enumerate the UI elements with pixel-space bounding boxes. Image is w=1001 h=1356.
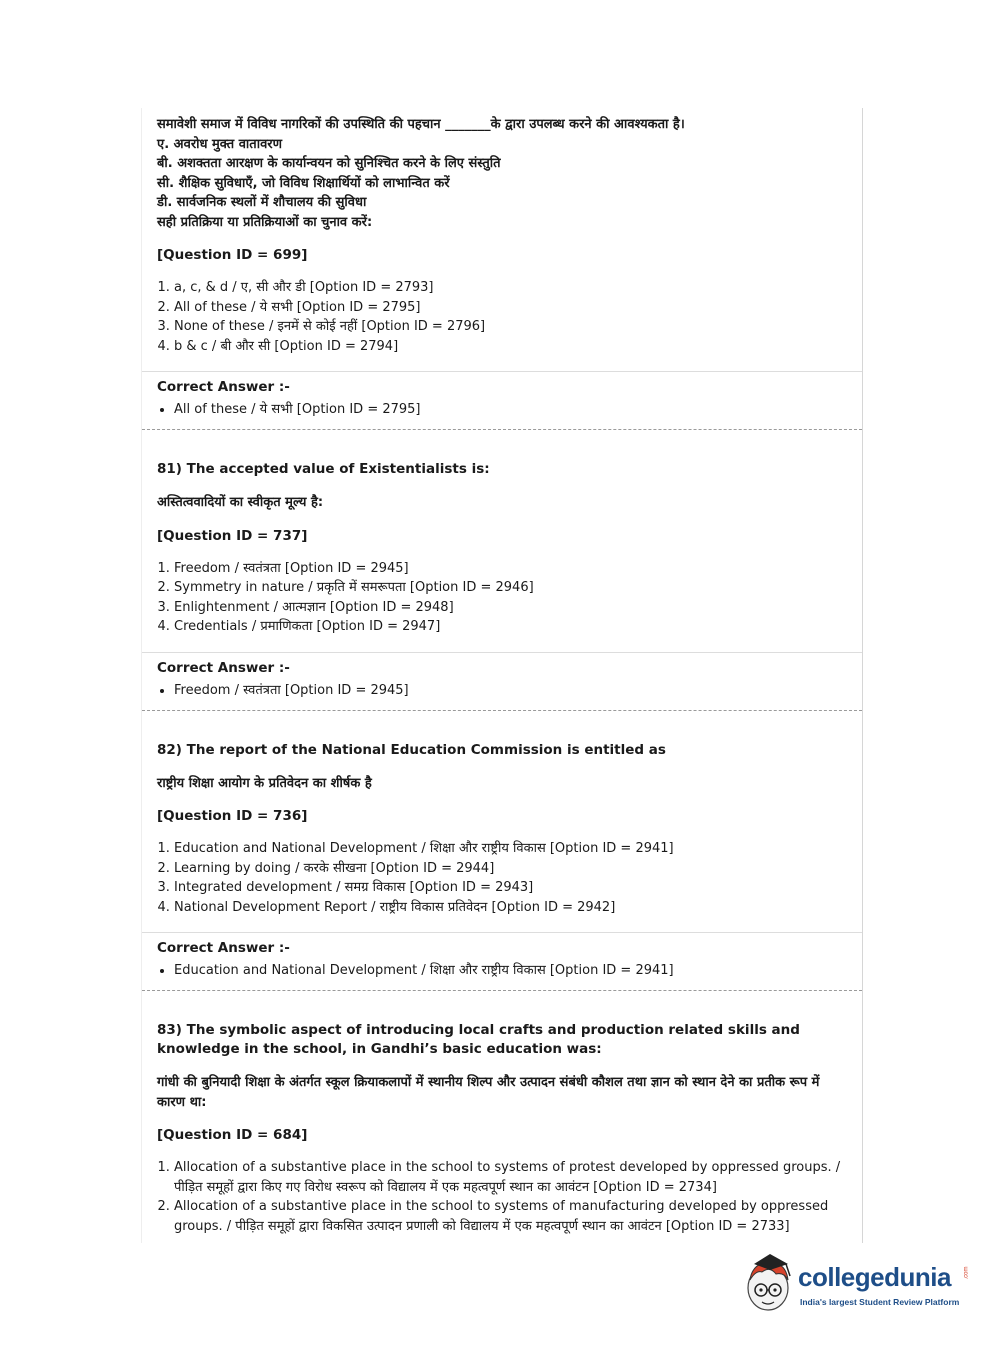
- q80-hindi-line: बी. अशक्तता आरक्षण के कार्यान्वयन को सुनिश्चित करने के लिए संस्तुति: [157, 156, 501, 171]
- q83-title: 83) The symbolic aspect of introducing local crafts and production related skills and knowledge in the school, in Gandhi’s basic education was:: [157, 1022, 800, 1057]
- q81-options: [157, 559, 848, 637]
- q81-title: 81) The accepted value of Existentialists is:: [157, 461, 490, 477]
- correct-answer-value: • All of these / ये सभी [Option ID = 2795]: [174, 400, 848, 419]
- logo-wordmark: collegedunia: [798, 1262, 951, 1292]
- question-81: [142, 430, 862, 637]
- q83-question-id: [Question ID = 684]: [157, 1127, 308, 1143]
- logo-com: .com: [963, 1266, 970, 1280]
- q80-correct-answer: [142, 372, 862, 419]
- q83-hindi: गांधी की बुनियादी शिक्षा के अंतर्गत स्कूल क्रियाकलापों में स्थानीय शिल्प और उत्पादन संबंधी कौशल तथा ज्ञान को स्थान देने का प्रतीक रूप में कारण था:: [157, 1075, 820, 1110]
- q81-question-id: [Question ID = 737]: [157, 527, 308, 544]
- q81-correct-answer: [142, 653, 862, 700]
- collegedunia-logo: [740, 1250, 972, 1314]
- q80-hindi-line: डी. सार्वजनिक स्थलों में शौचालय की सुविधा: [157, 195, 367, 210]
- correct-answer-label: Correct Answer :-: [157, 659, 290, 676]
- q80-hindi-line: समावेशी समाज में विविध नागरिकों की उपस्थिति की पहचान _______के द्वारा उपलब्ध करने की आवश्यकता है।: [157, 117, 685, 132]
- option-item: 3. Integrated development / समग्र विकास [Option ID = 2943]: [174, 878, 848, 898]
- q82-title: 82) The report of the National Education Commission is entitled as: [157, 741, 666, 758]
- option-item: 3. None of these / इनमें से कोई नहीं [Option ID = 2796]: [174, 317, 848, 337]
- q80-options: [157, 278, 848, 356]
- option-item: 2. Allocation of a substantive place in the school to systems of manufacturing developed by oppressed groups. / पीड़ित समूहों द्वारा विकसित उत्पादन प्रणाली को विद्यालय में एक महत्वपूर्ण स्थान का आवंटन [Option ID = 2733]: [174, 1197, 848, 1236]
- q80-question-id: [Question ID = 699]: [157, 247, 308, 263]
- question-82: [142, 711, 862, 918]
- correct-answer-label: Correct Answer :-: [157, 940, 290, 956]
- question-83: [142, 991, 862, 1236]
- option-item: 3. Enlightenment / आत्मज्ञान [Option ID = 2948]: [174, 598, 848, 618]
- q82-question-id: [Question ID = 736]: [157, 808, 308, 824]
- option-item: 1. Education and National Development / शिक्षा और राष्ट्रीय विकास [Option ID = 2941]: [174, 839, 848, 859]
- option-item: 2. Learning by doing / करके सीखना [Option ID = 2944]: [174, 859, 848, 879]
- option-item: 1. Freedom / स्वतंत्रता [Option ID = 2945]: [174, 559, 848, 579]
- option-item: 2. Symmetry in nature / प्रकृति में समरूपता [Option ID = 2946]: [174, 578, 848, 598]
- q82-correct-answer: [142, 933, 862, 980]
- q80-hindi-line: सी. शैक्षिक सुविधाएँ, जो विविध शिक्षार्थियों को लाभान्वित करें: [157, 175, 450, 191]
- q83-options: [157, 1158, 848, 1236]
- correct-answer-value: • Education and National Development / शिक्षा और राष्ट्रीय विकास [Option ID = 2941]: [174, 961, 848, 980]
- mascot-icon: [740, 1250, 796, 1314]
- option-item: 4. b & c / बी और सी [Option ID = 2794]: [174, 337, 848, 357]
- q81-hindi: अस्तित्ववादियों का स्वीकृत मूल्य है:: [157, 495, 324, 510]
- q80-hindi-line: सही प्रतिक्रिया या प्रतिक्रियाओं का चुनाव करें:: [157, 214, 373, 230]
- logo-tagline: India's largest Student Review Platform: [800, 1297, 960, 1307]
- correct-answer-label: Correct Answer :-: [157, 379, 290, 395]
- q82-hindi: राष्ट्रीय शिक्षा आयोग के प्रतिवेदन का शीर्षक है: [157, 775, 372, 791]
- option-item: 2. All of these / ये सभी [Option ID = 2795]: [174, 298, 848, 318]
- q82-options: [157, 839, 848, 917]
- option-item: 4. Credentials / प्रमाणिकता [Option ID = 2947]: [174, 617, 848, 637]
- q80-hindi-line: ए. अवरोध मुक्त वातावरण: [157, 136, 283, 152]
- option-item: 1. a, c, & d / ए, सी और डी [Option ID = 2793]: [174, 278, 848, 298]
- question-80: [142, 108, 862, 356]
- option-item: 1. Allocation of a substantive place in the school to systems of protest developed by oppressed groups. / पीड़ित समूहों द्वारा किए गए विरोध स्वरूप को विद्यालय में एक महत्वपूर्ण स्थान का आवंटन [Option ID = 2734]: [174, 1158, 848, 1197]
- exam-page: [141, 108, 863, 1243]
- correct-answer-value: • Freedom / स्वतंत्रता [Option ID = 2945]: [174, 681, 848, 700]
- option-item: 4. National Development Report / राष्ट्रीय विकास प्रतिवेदन [Option ID = 2942]: [174, 898, 848, 918]
